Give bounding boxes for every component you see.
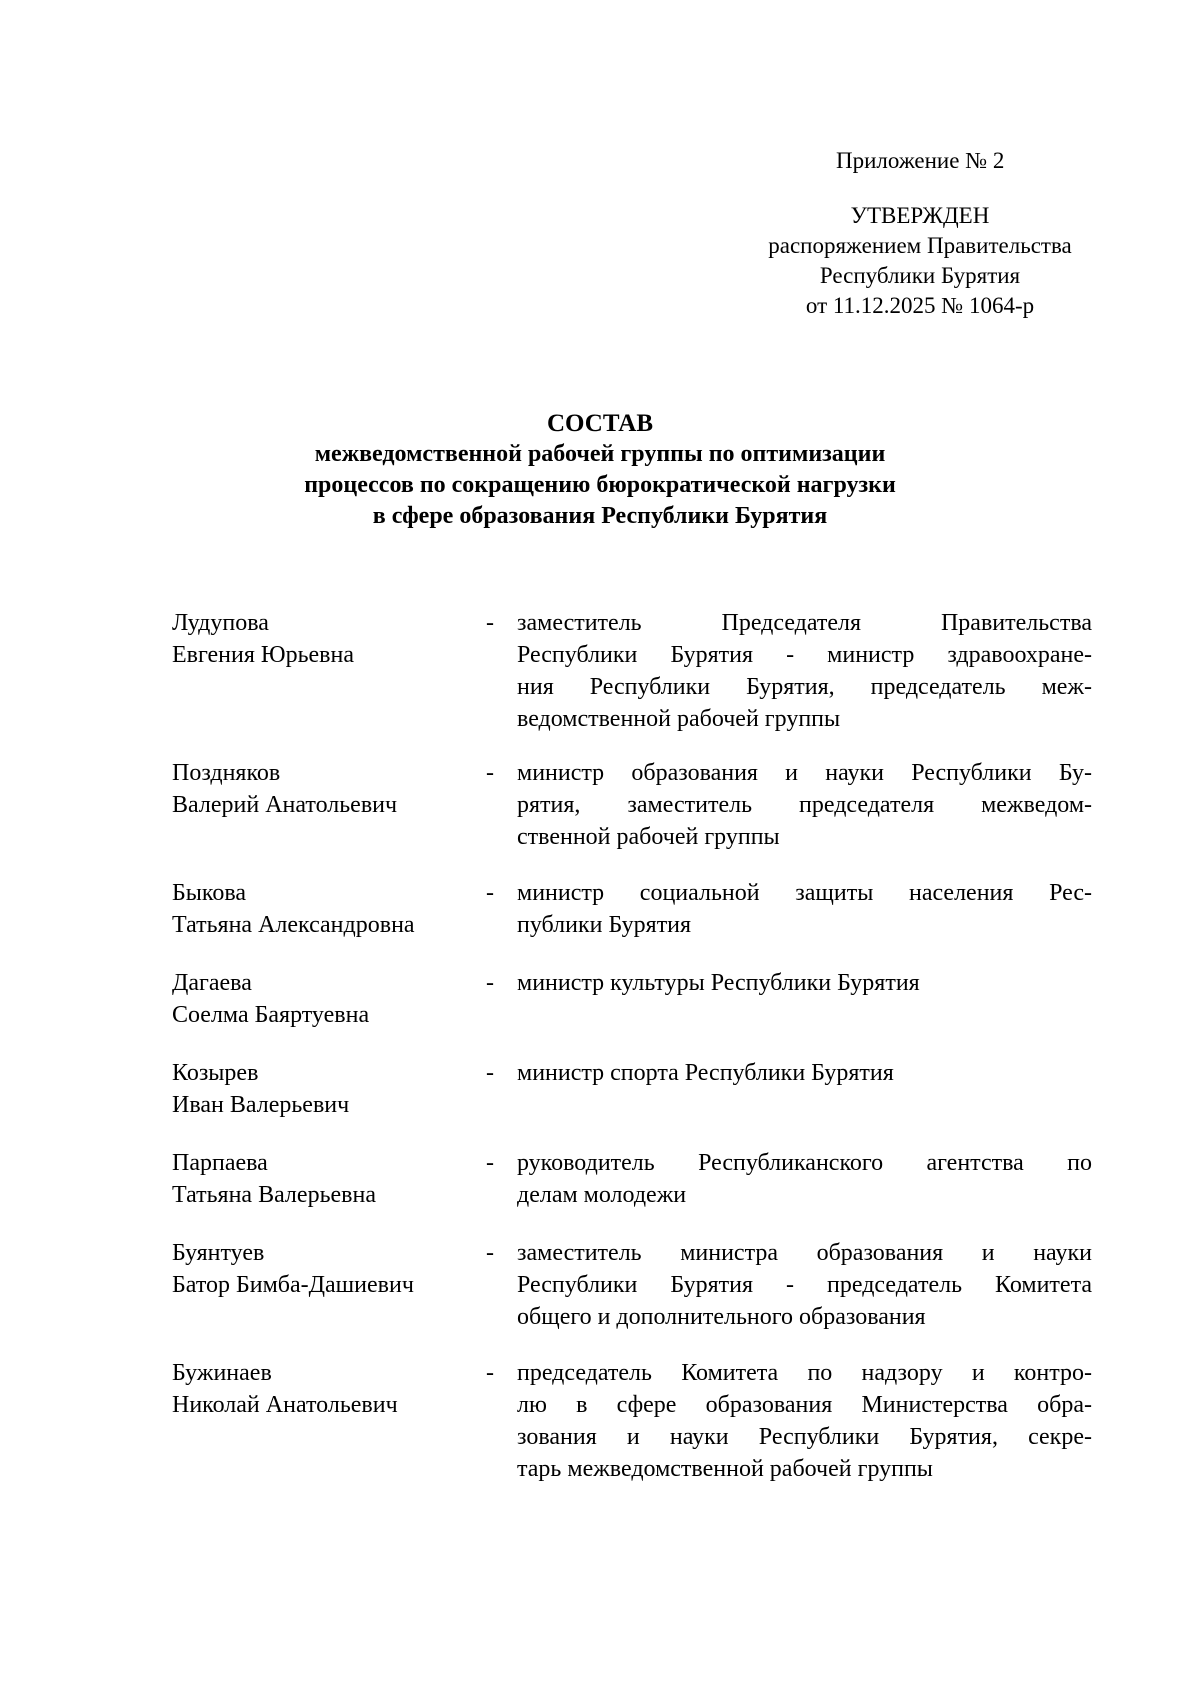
- member-entry: [172, 1357, 1092, 1482]
- member-role: [517, 967, 1092, 999]
- member-role-line: Республики Бурятия - председатель Комитета: [517, 1272, 1092, 1298]
- member-role-line: председатель Комитета по надзору и контро-: [517, 1360, 1092, 1386]
- member-entry: [172, 1237, 1092, 1330]
- member-dash: -: [486, 760, 494, 786]
- member-entry: [172, 877, 1092, 941]
- member-entry: [172, 757, 1092, 850]
- member-entry: [172, 1057, 1092, 1121]
- member-role-line: министр образования и науки Республики Бу-: [517, 760, 1092, 786]
- member-given-name: Валерий Анатольевич: [172, 792, 398, 818]
- member-dash: -: [486, 970, 494, 996]
- member-role-line: ственной рабочей группы: [517, 824, 780, 850]
- member-role-line: министр спорта Республики Бурятия: [517, 1060, 894, 1086]
- member-surname: Дагаева: [172, 970, 252, 996]
- member-role-line: ния Республики Бурятия, председатель меж-: [517, 674, 1092, 700]
- approval-status: УТВЕРЖДЕН: [850, 203, 990, 228]
- member-dash: -: [486, 880, 494, 906]
- title-main: СОСТАВ: [546, 410, 654, 437]
- member-surname: Поздняков: [172, 760, 281, 786]
- member-given-name: Соелма Баяртуевна: [172, 1002, 370, 1028]
- member-surname: Буянтуев: [172, 1240, 265, 1266]
- title-line-2: процессов по сокращению бюрократической нагрузки: [304, 472, 896, 498]
- member-role: [517, 1147, 1092, 1211]
- member-given-name: Татьяна Валерьевна: [172, 1182, 376, 1208]
- member-role-line: Республики Бурятия - министр здравоохране-: [517, 642, 1092, 668]
- member-dash: -: [486, 1240, 494, 1266]
- approval-line-3: от 11.12.2025 № 1064-р: [805, 293, 1035, 318]
- member-surname: Лудупова: [172, 610, 269, 636]
- member-dash: -: [486, 1150, 494, 1176]
- member-role-line: общего и дополнительного образования: [517, 1304, 926, 1330]
- member-role-line: ведомственной рабочей группы: [517, 706, 841, 732]
- member-role: [517, 757, 1092, 853]
- member-given-name: Иван Валерьевич: [172, 1092, 350, 1118]
- member-surname: Быкова: [172, 880, 247, 906]
- approval-line-1: распоряжением Правительства: [768, 233, 1072, 258]
- member-role: [517, 1237, 1092, 1333]
- member-role-line: делам молодежи: [517, 1182, 687, 1208]
- member-role: [517, 1357, 1092, 1485]
- approval-line-2: Республики Бурятия: [819, 263, 1021, 288]
- member-entry: [172, 607, 1092, 732]
- member-given-name: Татьяна Александровна: [172, 912, 415, 938]
- title-line-3: в сфере образования Республики Бурятия: [372, 503, 828, 529]
- member-surname: Козырев: [172, 1060, 259, 1086]
- member-given-name: Евгения Юрьевна: [172, 642, 354, 668]
- member-dash: -: [486, 610, 494, 636]
- member-role-line: руководитель Республиканского агентства по: [517, 1150, 1092, 1176]
- member-role-line: тарь межведомственной рабочей группы: [517, 1456, 933, 1482]
- member-role: [517, 877, 1092, 941]
- document-title: [0, 408, 1200, 532]
- member-given-name: Николай Анатольевич: [172, 1392, 398, 1418]
- title-line-1: межведомственной рабочей группы по оптимизации: [314, 441, 886, 467]
- member-role-line: министр социальной защиты населения Рес-: [517, 880, 1092, 906]
- member-entry: [172, 967, 1092, 1031]
- member-surname: Бужинаев: [172, 1360, 272, 1386]
- member-role-line: заместитель Председателя Правительства: [517, 610, 1092, 636]
- member-role-line: министр культуры Республики Бурятия: [517, 970, 920, 996]
- member-surname: Парпаева: [172, 1150, 268, 1176]
- member-dash: -: [486, 1060, 494, 1086]
- member-entry: [172, 1147, 1092, 1211]
- member-role-line: заместитель министра образования и науки: [517, 1240, 1092, 1266]
- member-role-line: зования и науки Республики Бурятия, секре-: [517, 1424, 1092, 1450]
- member-role: [517, 1057, 1092, 1089]
- appendix-label: Приложение № 2: [836, 148, 1005, 173]
- member-role-line: публики Бурятия: [517, 912, 692, 938]
- member-role: [517, 607, 1092, 735]
- approval-stamp-block: [740, 201, 1100, 321]
- member-role-line: лю в сфере образования Министерства обра-: [517, 1392, 1092, 1418]
- member-dash: -: [486, 1360, 494, 1386]
- member-given-name: Батор Бимба-Дашиевич: [172, 1272, 414, 1298]
- member-role-line: рятия, заместитель председателя межведом-: [517, 792, 1092, 818]
